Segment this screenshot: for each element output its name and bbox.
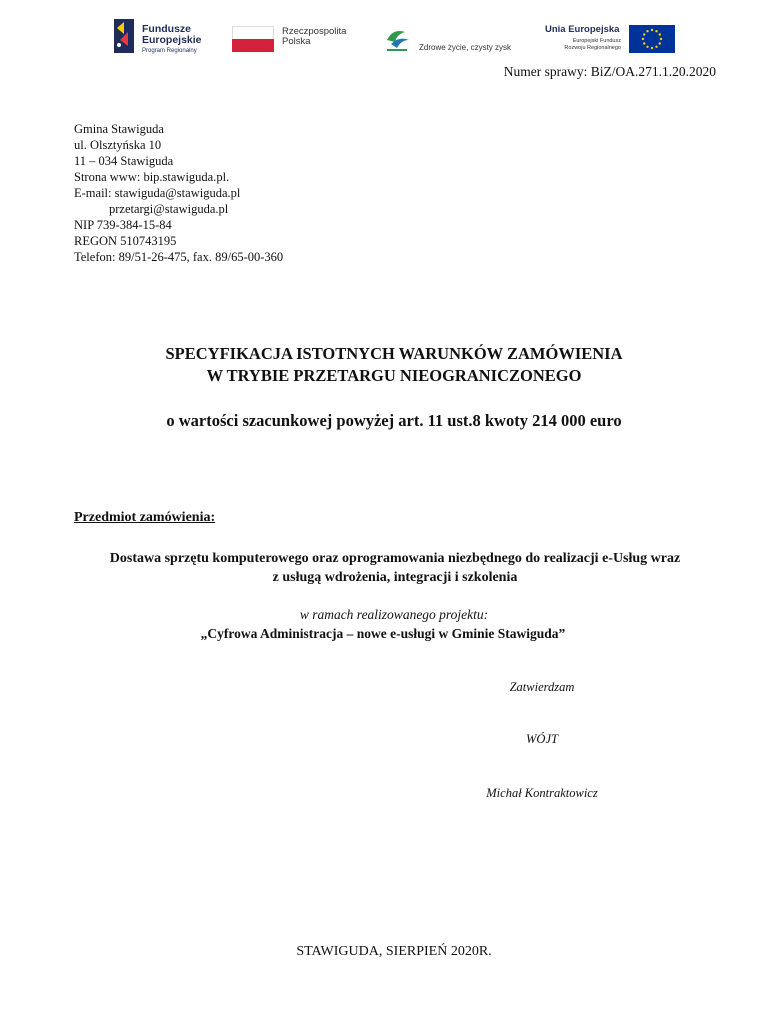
subject-line-2: z usługą wdrożenia, integracji i szkolenia	[272, 570, 518, 585]
eu-star-icon	[643, 42, 645, 44]
warmia-mazury-mark-icon	[383, 26, 413, 54]
polish-flag-icon	[232, 26, 274, 52]
address-nip: NIP 739-384-15-84	[74, 218, 172, 232]
address-block	[74, 121, 283, 265]
ue-logo-line3: Rozwoju Regionalnego	[564, 45, 621, 51]
address-email: E-mail: stawiguda@stawiguda.pl	[74, 186, 241, 200]
case-number: Numer sprawy: BiZ/OA.271.1.20.2020	[503, 64, 716, 79]
ue-logo-line2: Europejski Fundusz	[572, 38, 621, 44]
approval-label: Zatwierdzam	[509, 680, 575, 694]
eu-star-icon	[642, 38, 644, 40]
document-title	[0, 343, 770, 387]
subject-line-1: Dostawa sprzętu komputerowego oraz oprogramowania niezbędnego do realizacji e-Usług wraz	[109, 551, 681, 566]
warmia-mazury-logo	[383, 26, 523, 56]
unia-europejska-logo	[545, 22, 685, 56]
address-website: Strona www: bip.stawiguda.pl.	[74, 170, 230, 184]
fe-logo-line1: Fundusze	[142, 23, 191, 35]
fundusze-europejskie-logo	[112, 18, 212, 56]
eu-star-icon	[643, 33, 645, 35]
fe-logo-line3: Program Regionalny	[142, 48, 197, 54]
approval-signatory: Michał Kontraktowicz	[486, 786, 598, 800]
eu-star-icon	[660, 38, 662, 40]
eu-star-icon	[646, 46, 648, 48]
subject-label: Przedmiot zamówienia:	[74, 510, 216, 525]
rp-logo-line2: Polska	[282, 36, 311, 47]
eu-star-icon	[659, 42, 661, 44]
fundusze-europejskie-mark-icon	[112, 18, 136, 54]
title-line-1: SPECYFIKACJA ISTOTNYCH WARUNKÓW ZAMÓWIENIA	[165, 344, 623, 363]
address-regon: REGON 510743195	[74, 234, 177, 248]
project-intro: w ramach realizowanego projektu:	[299, 607, 489, 622]
address-email-secondary: przetargi@stawiguda.pl	[109, 202, 229, 216]
fe-logo-line2: Europejskie	[142, 34, 202, 46]
place-date-footer: STAWIGUDA, SIERPIEŃ 2020R.	[296, 944, 492, 959]
address-line: Gmina Stawiguda	[74, 122, 164, 136]
warmia-mazury-caption: Zdrowe życie, czysty zysk	[419, 43, 512, 52]
rp-logo-line1: Rzeczpospolita	[282, 26, 347, 37]
eu-flag-icon	[629, 25, 675, 53]
rzeczpospolita-polska-logo	[232, 26, 372, 56]
title-line-2: W TRYBIE PRZETARGU NIEOGRANICZONEGO	[206, 366, 582, 385]
ue-logo-line1: Unia Europejska	[545, 24, 620, 35]
eu-star-icon	[646, 30, 648, 32]
value-threshold-line: o wartości szacunkowej powyżej art. 11 ust.8 kwoty 214 000 euro	[166, 411, 622, 430]
address-line: ul. Olsztyńska 10	[74, 138, 162, 152]
eu-star-icon	[651, 29, 653, 31]
address-line: 11 – 034 Stawiguda	[74, 154, 174, 168]
subject-description	[60, 549, 730, 587]
project-name: „Cyfrowa Administracja – nowe e-usługi w Gminie Stawiguda”	[200, 626, 566, 641]
eu-star-icon	[659, 33, 661, 35]
address-phone: Telefon: 89/51-26-475, fax. 89/65-00-360	[74, 250, 284, 264]
eu-star-icon	[655, 46, 657, 48]
eu-star-icon	[651, 47, 653, 49]
eu-star-icon	[655, 30, 657, 32]
approval-role: WÓJT	[526, 732, 558, 746]
